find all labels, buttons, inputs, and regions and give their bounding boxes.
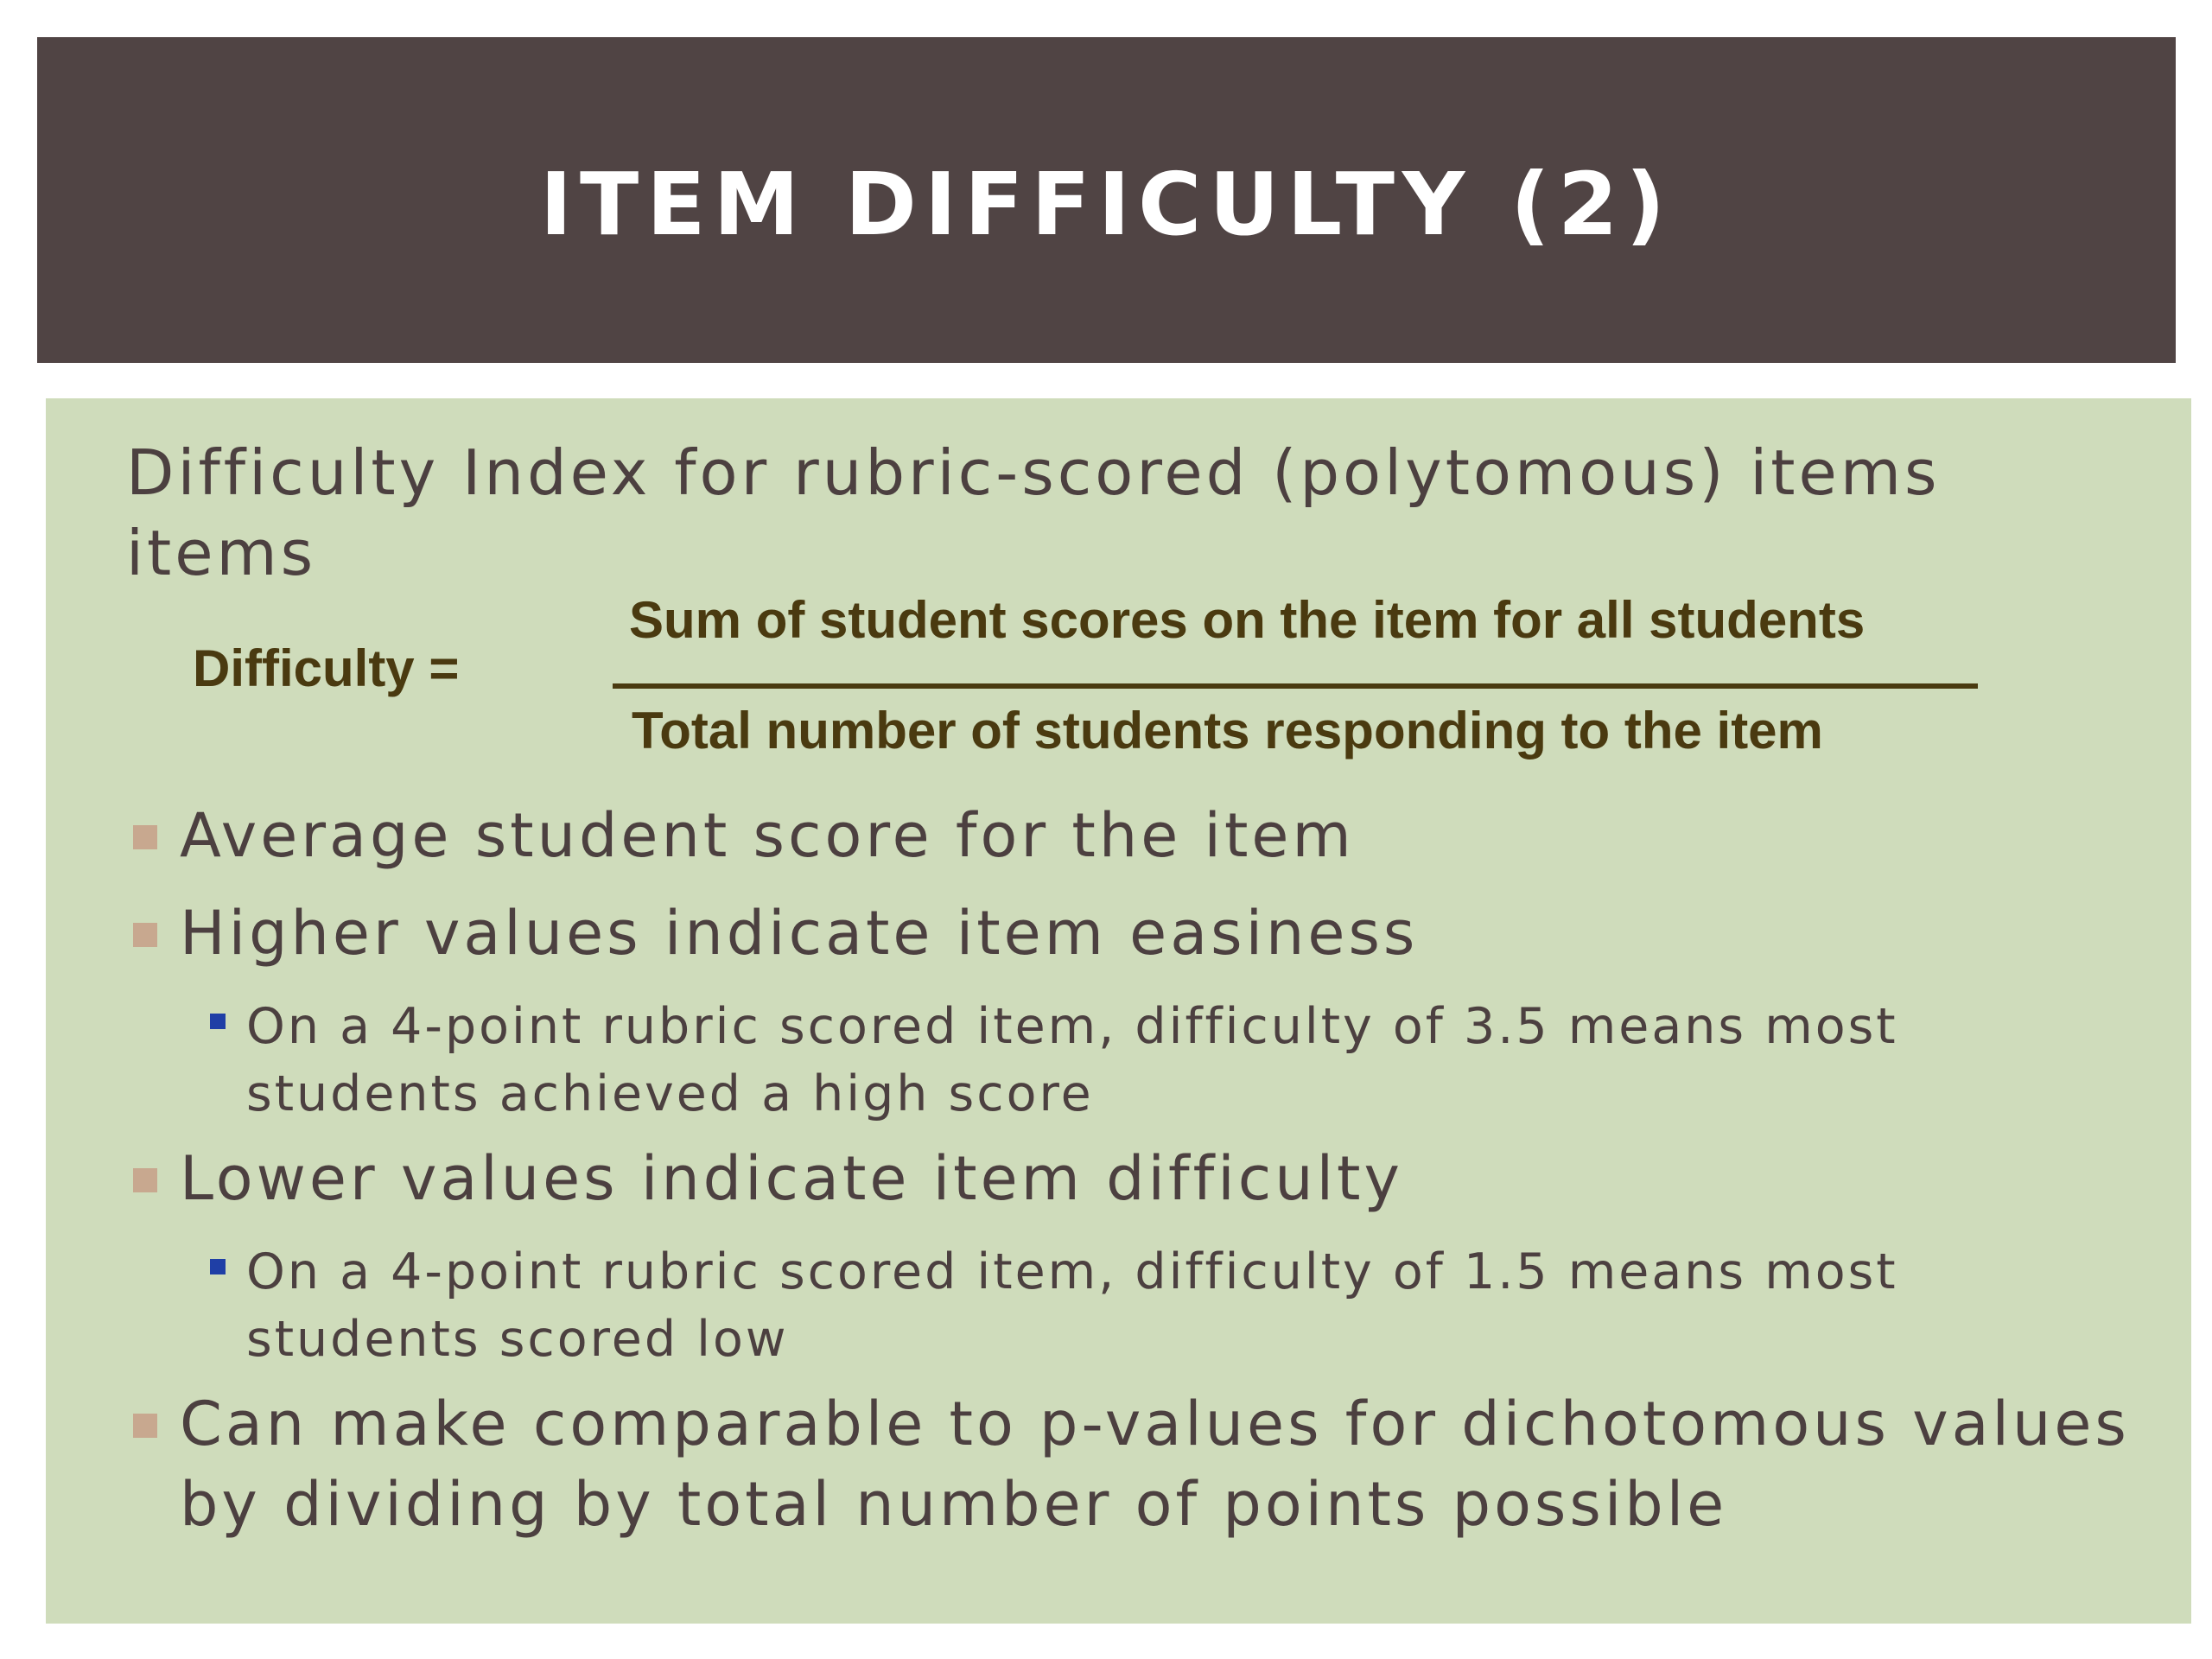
bullet-marker	[133, 923, 157, 947]
bullet-item: Average student score for the item	[180, 800, 1355, 871]
sub-bullet-item: On a 4-point rubric scored item, difficulty of 1.5 means most students scored low	[246, 1243, 1898, 1368]
sub-bullet-marker	[210, 1014, 226, 1029]
formula-label: Difficulty =	[193, 639, 460, 697]
bullet-item: Higher values indicate item easiness	[180, 898, 1419, 969]
bullet-marker	[133, 825, 157, 849]
bullet-item: Can make comparable to p-values for dichotomous values by dividing by total number of points possible	[180, 1389, 2130, 1540]
fraction-line	[613, 683, 1978, 689]
formula-denominator: Total number of students responding to the item	[632, 702, 1823, 760]
sub-bullet-item: On a 4-point rubric scored item, difficulty of 3.5 means most students achieved a high score	[246, 998, 1898, 1122]
content-heading: Difficulty Index for rubric-scored (polytomous) items items	[126, 436, 1941, 589]
sub-bullet-marker	[210, 1259, 226, 1274]
formula-numerator: Sum of student scores on the item for all students	[629, 591, 1866, 649]
bullet-marker	[133, 1168, 157, 1192]
bullet-marker	[133, 1414, 157, 1438]
content-box	[46, 398, 2191, 1624]
title-bar	[37, 37, 2176, 363]
slide-title: ITEM DIFFICULTY (2)	[539, 154, 1674, 255]
bullet-item: Lower values indicate item difficulty	[180, 1143, 1403, 1214]
